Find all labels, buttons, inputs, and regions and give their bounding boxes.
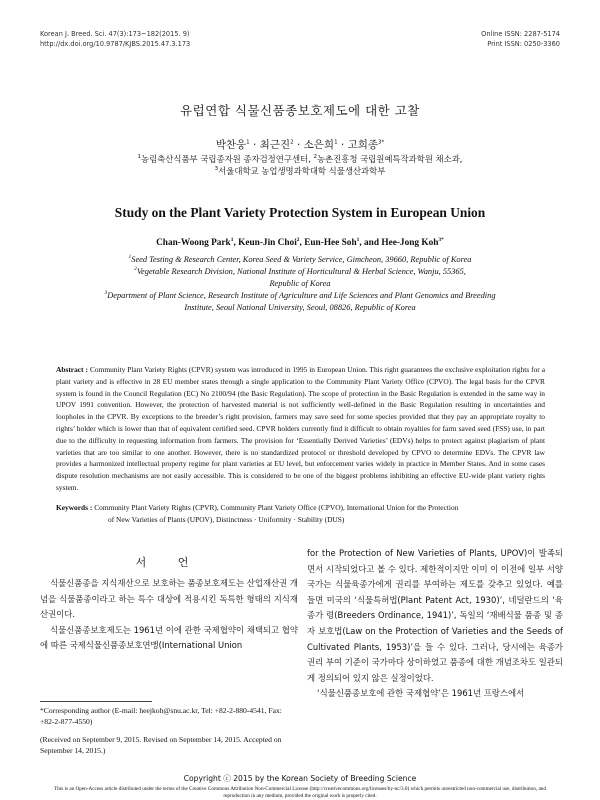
print-issn: Print ISSN: 0250-3360 [487,40,560,48]
affiliation-kr-3: 서울대학교 농업생명과학대학 식물생산과학부 [218,166,386,176]
keywords [56,502,545,526]
affiliation-kr-line-1 [0,153,600,165]
corresponding-author-note: *Corresponding author (E-mail: heejkoh@snu.ac.kr, Tel: +82-2-880-4541, Fax: +82-2-877-4550) [40,706,282,726]
section-heading-introduction: 서 언 [135,556,203,569]
author-en-1: Chan-Woong Park [156,238,231,248]
abstract-label: Abstract : [56,365,88,374]
left-paragraph-1: 식물신품종을 지식재산으로 보호하는 품종보호제도는 산업재산권 개념을 식물품종이라고 하는 특수 대상에 적용시킨 독특한 형태의 지식재산권이다. [40,578,298,620]
author-kr-1-sup: 1 [246,139,250,146]
abstract-text: Community Plant Variety Rights (CPVR) system was introduced in 1995 in European Union. This right guarantees the exclusive exploitation rights for a plant variety and is effective in 28 EU member states through a single application to the Community Plant Variety Office (CPVO). The legal basis for the CPVR system is found in the Council Regulation (EC) No 2100/94 (the Basic Regulation). The scope of protection in the Basic Regulation is extended in the same way in UPOV 1991 convention. However, the protection of harvested material is not sufficiently well-defined in the Basic Regulation resulting in uncertainties and loopholes in the CPVR. By exceptions to the breeder’s right provision, farmers may save seed for some species provided that they pay an appropriate royalty to rights’ holder which is lower than that of equivalent certified seed. CPVR holders currently find it difficult to obtain royalties for farm saved seed (FSS) use, in part due to the difficulty in requesting information from farmers. The provision for ‘Essentially Derived Varieties’ (EDVs) helps to protect against plagiarism of plant varieties that are too similar to one another. However, there is no standardized protocol or threshold developed by CPVO to determine EDVs. The CPVR law provides a harmonized intellectual property regime for plant varieties at EU level, but enforcement varies widely in practice in Member States. And in some cases dispute resolution mechanisms are not easily accessible. This is considered to be one of the biggest problems inhibiting an effective EU-wide plant variety rights system. [56,365,545,492]
right-paragraph-2: ‘식물신품종보호에 관한 국제협약’은 1961년 프랑스에서 [317,688,525,699]
footnote-divider [40,701,152,702]
author-kr-1: 박찬웅 [215,139,247,151]
authors-english [0,238,600,248]
keywords-text-1: Community Plant Variety Rights (CPVR), Community Plant Variety Office (CPVO), International Union for the Protection [94,503,459,512]
author-en-1-sup: 1 [230,236,234,243]
copyright-notice: Copyright ⓒ 2015 by the Korean Society of Breeding Science [183,774,417,783]
affiliation-en-2-sup: 2 [134,266,137,273]
author-kr-3: 소은희 [303,139,335,151]
author-en-2-sup: 2 [296,236,300,243]
keywords-label: Keywords : [56,503,93,512]
authors-korean [0,137,600,152]
affiliation-en-2 [0,266,600,278]
left-column-body [40,576,298,654]
author-separator: · [293,139,304,151]
author-separator: · [249,139,260,151]
affiliation-en-2-cont: Republic of Korea [269,279,331,288]
license-notice: This is an Open-Access article distributed under the terms of the Creative Commons Attribution Non-Commercial License (http://creativecommons.org/licenses/by-nc/3.0) which permits unrestricted non-commercial use, distribution, and reproduction in any medium, provided the original work is properly cited. [54,786,546,799]
journal-header [40,29,190,49]
affiliation-en-3 [0,290,600,302]
affiliations-english [0,254,600,314]
doi-link[interactable]: http://dx.doi.org/10.9787/KJBS.2015.47.3.173 [40,40,191,48]
affiliation-kr-3-sup: 3 [214,166,219,173]
received-dates-note: (Received on September 9, 2015. Revised on September 14, 2015. Accepted on September 14, 2015.) [40,735,282,755]
author-en-3-sup: 1 [356,236,360,243]
left-paragraph-2: 식물신품종보호제도는 1961년 이에 관한 국제협약이 채택되고 협약에 따른 국제식물신품종보호연맹(International Union [40,624,298,651]
affiliation-en-2-text: Vegetable Research Division, National Institute of Horticultural & Herbal Science, Wanju, 55365, [136,267,466,276]
affiliation-kr-2-sup: 2 [313,154,317,161]
author-en-1-sep: , [233,238,239,248]
right-paragraph-1: for the Protection of New Varieties of Plants, UPOV)이 발족되면서 시작되었다고 볼 수 있다. 제한적이지만 이미 이 이전에 일부 서양 국가는 식물육종가에게 권리를 부여하는 제도를 갖추고 있었다. 예를 들면 미국의 ‘식물특허법(Plant Patent Act, 1930)’, 네덜란드의 ‘육종가 령(Breeders Ordinance, 1941)’, 독일의 ‘재배식물 품종 및 종자 보호법(Law on the Protection of Varieties and the Seeds of Cultivated Plants, 1953)’을 들 수 있다. 그러나, 당시에는 육종가 권리 부여 기준이 국가마다 상이하였고 품종에 대한 개념조차도 일관되게 정의되어 있지 않은 실정이었다. [307,548,563,683]
author-kr-4-sup: 3* [378,139,385,146]
affiliation-en-3-sup: 3 [104,290,108,297]
affiliation-en-3-cont: Institute, Seoul National University, Seoul, 08826, Republic of Korea [184,303,416,312]
author-kr-3-sup: 1 [334,139,338,146]
author-en-4: Hee-Jong Koh [381,238,439,248]
keywords-line-1 [56,502,545,514]
issn-header [481,29,560,49]
journal-citation: Korean J. Breed. Sci. 47(3):173~182(2015. 9) [40,30,190,38]
author-kr-4: 고희종 [347,139,379,151]
affiliations-korean [0,153,600,177]
online-issn: Online ISSN: 2287-5174 [481,30,560,38]
author-en-3: Eun-Hee Soh [304,238,357,248]
author-en-2-sep: , [299,238,305,248]
author-en-2: Keun-Jin Choi [238,238,297,248]
title-english: Study on the Plant Variety Protection System in European Union [114,205,486,220]
author-en-3-sep: , and [359,238,382,248]
affiliation-en-1-sup: 1 [128,254,132,261]
title-korean: 유럽연합 식물신품종보호제도에 대한 고찰 [180,103,420,118]
author-kr-2-sup: 2 [290,139,294,146]
affiliation-en-1 [0,254,600,266]
affiliation-kr-1: 농림축산식품부 국립종자원 종자검정연구센터, [141,154,314,164]
author-separator: · [337,139,348,151]
author-en-4-sup: 3* [438,236,444,243]
right-column-body [307,546,563,702]
affiliation-en-1-text: Seed Testing & Research Center, Korea Seed & Variety Service, Gimcheon, 39660, Republic of Korea [131,255,472,264]
affiliation-kr-2: 농촌진흥청 국립원예특작과학원 채소과, [316,154,463,164]
abstract [56,364,545,494]
affiliation-kr-1-sup: 1 [137,154,141,161]
author-kr-2: 최근진 [259,139,291,151]
affiliation-en-3-text: Department of Plant Science, Research Institute of Agriculture and Life Sciences and Plant Genomics and Breeding [107,291,496,300]
affiliation-kr-line-2 [0,165,600,177]
keywords-line-2: of New Varieties of Plants (UPOV), Distinctness · Uniformity · Stability (DUS) [108,514,345,524]
